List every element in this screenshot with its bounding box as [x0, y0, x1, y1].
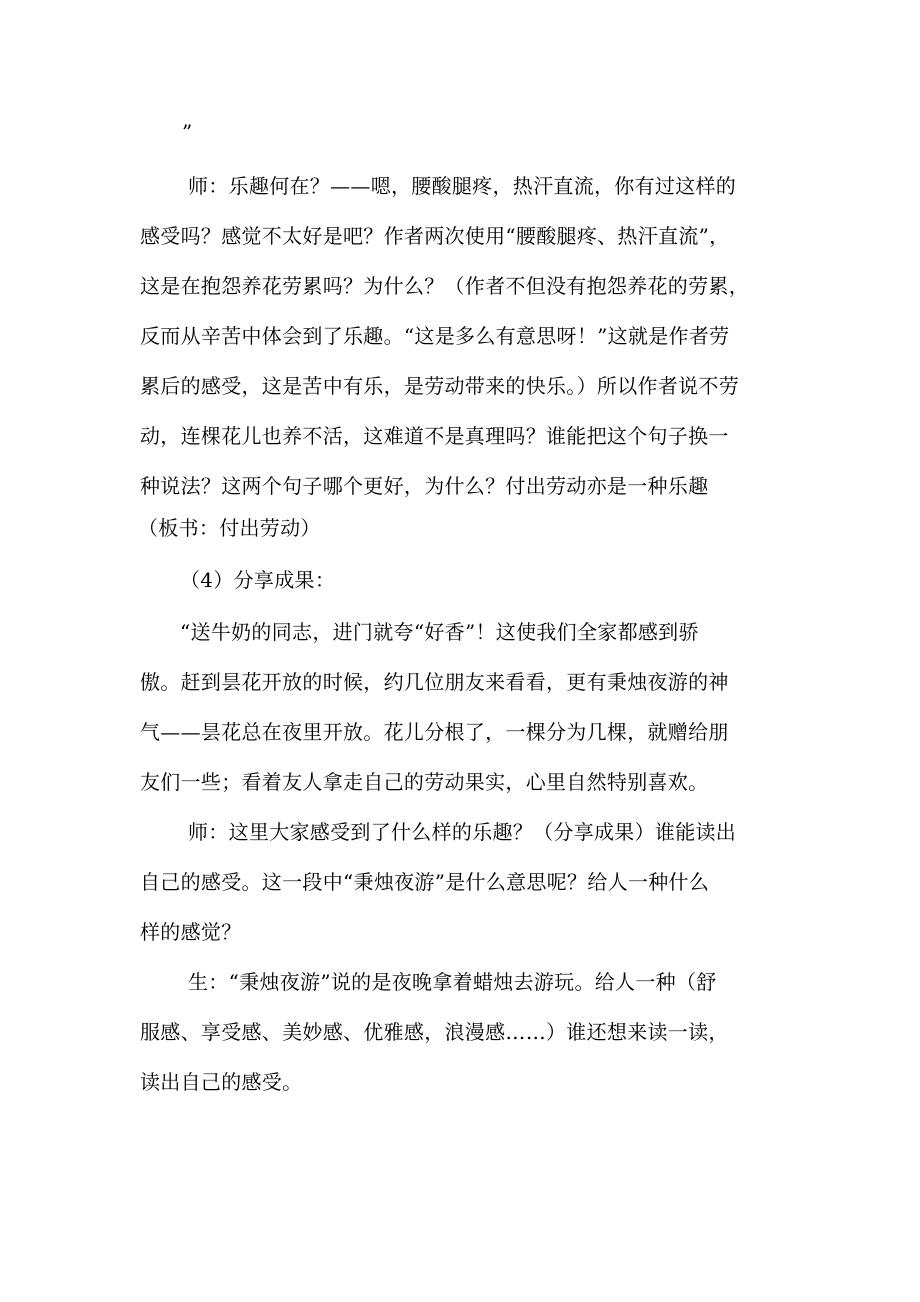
paragraph-line: 累后的感受，这是苦中有乐，是劳动带来的快乐。）所以作者说不劳 — [140, 374, 739, 398]
section-heading: （4）分享成果： — [180, 568, 336, 592]
quoted-paragraph-line: 傲。赶到昙花开放的时候，约几位朋友来看看，更有秉烛夜游的神 — [140, 670, 729, 694]
paragraph-line: 师：这里大家感受到了什么样的乐趣？（分享成果）谁能读出 — [188, 820, 737, 844]
quoted-paragraph-line: 友们一些；看着友人拿走自己的劳动果实，心里自然特别喜欢。 — [140, 770, 709, 794]
closing-quote-line: ” — [182, 120, 193, 144]
paragraph-line: 这是在抱怨养花劳累吗？为什么？（作者不但没有抱怨养花的劳累， — [140, 274, 749, 298]
paragraph-line: 样的感觉？ — [140, 920, 242, 944]
blackboard-note: （板书：付出劳动） — [138, 516, 321, 540]
paragraph-line: 生：“秉烛夜游”说的是夜晚拿着蜡烛去游玩。给人一种（舒 — [188, 970, 717, 994]
paragraph-line: 反而从辛苦中体会到了乐趣。“这是多么有意思呀！”这就是作者劳 — [140, 324, 730, 348]
quoted-paragraph-line: “送牛奶的同志，进门就夸“好香”！这使我们全家都感到骄 — [180, 620, 699, 644]
paragraph-line: 动，连棵花儿也养不活，这难道不是真理吗？谁能把这个句子换一 — [140, 424, 729, 448]
paragraph-line: 师：乐趣何在？——嗯，腰酸腿疼，热汗直流，你有过这样的 — [188, 174, 737, 198]
paragraph-line: 自己的感受。这一段中“秉烛夜游”是什么意思呢？给人一种什么 — [140, 870, 710, 894]
quoted-paragraph-line: 气——昙花总在夜里开放。花儿分根了，一棵分为几棵，就赠给朋 — [140, 720, 729, 744]
paragraph-line: 服感、享受感、美妙感、优雅感，浪漫感……）谁还想来读一读， — [140, 1020, 729, 1044]
paragraph-line: 种说法？这两个句子哪个更好，为什么？付出劳动亦是一种乐趣 — [140, 474, 709, 498]
paragraph-line: 感受吗？感觉不太好是吧？作者两次使用“腰酸腿疼、热汗直流”， — [140, 224, 730, 248]
paragraph-line: 读出自己的感受。 — [140, 1070, 303, 1094]
